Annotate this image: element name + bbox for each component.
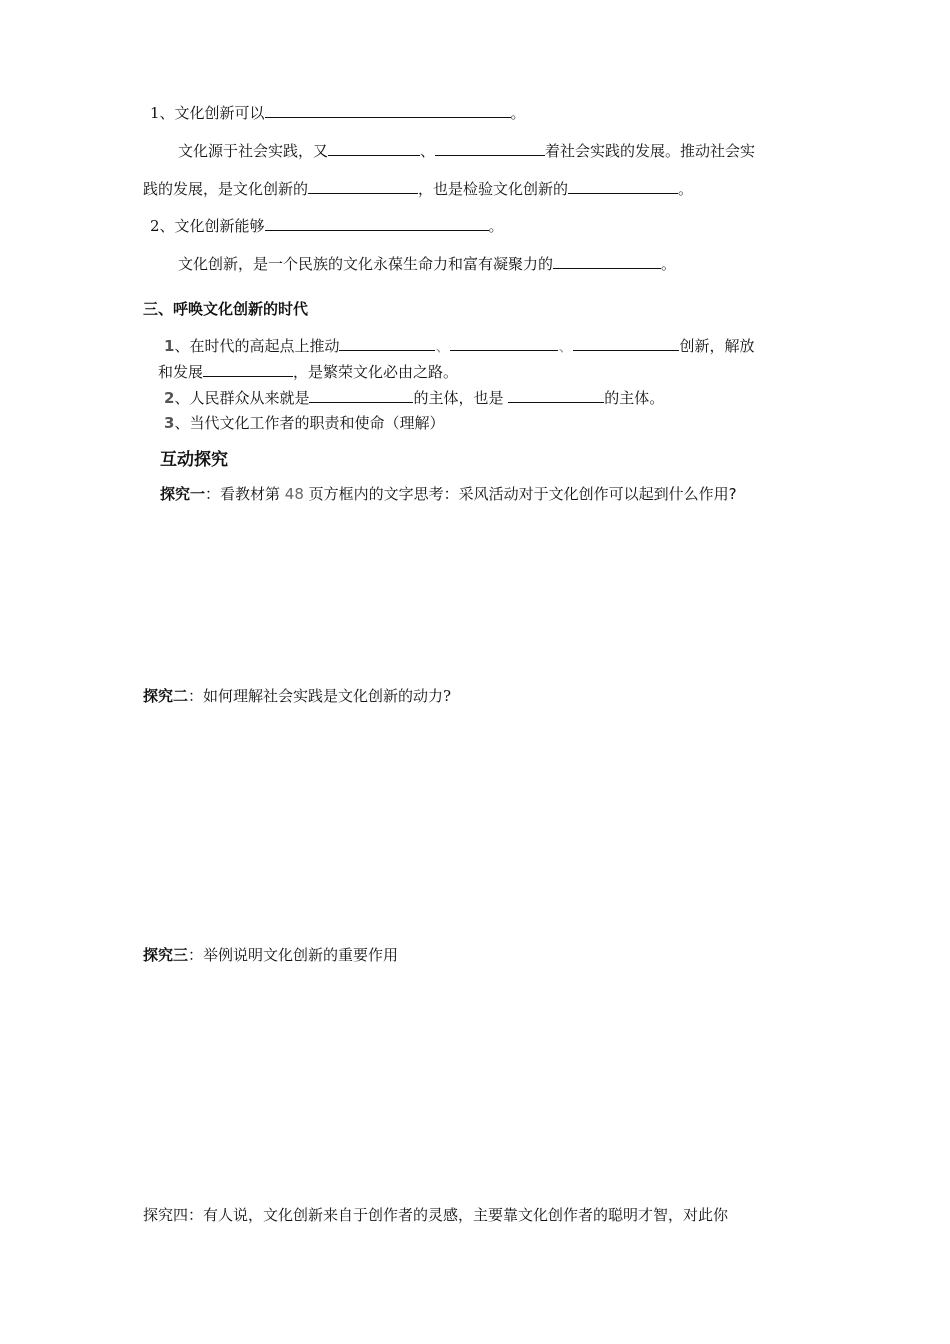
fill-blank[interactable] — [568, 177, 678, 194]
inquiry-1: 探究一：看教材第 48 页方框内的文字思考：采风活动对于文化创作可以起到什么作用? — [160, 485, 737, 503]
item-1-1-explain: 文化源于社会实践，又 、 着社会实践的发展。推动社会实 — [178, 139, 755, 162]
fill-blank[interactable] — [309, 386, 413, 403]
fill-blank[interactable] — [328, 139, 420, 156]
item-1-2: 2、文化创新能够 。 — [150, 214, 504, 237]
fill-blank[interactable] — [573, 334, 679, 351]
item-1-1-explain-cont: 践的发展，是文化创新的 ，也是检验文化创新的 。 — [143, 177, 693, 200]
fill-blank[interactable] — [450, 334, 558, 351]
inquiry-2: 探究二：如何理解社会实践是文化创新的动力? — [143, 687, 452, 705]
fill-blank[interactable] — [553, 252, 661, 269]
section-3-title: 三、呼唤文化创新的时代 — [143, 300, 309, 318]
fill-blank[interactable] — [308, 177, 418, 194]
item-3-1-cont: 和发展 ，是繁荣文化必由之路。 — [158, 360, 458, 383]
fill-blank[interactable] — [508, 386, 604, 403]
item-3-2: 2、人民群众从来就是 的主体，也是 的主体。 — [164, 386, 664, 409]
fill-blank[interactable] — [435, 139, 545, 156]
inquiry-3: 探究三：举例说明文化创新的重要作用 — [143, 946, 399, 964]
item-1-2-explain: 文化创新，是一个民族的文化永葆生命力和富有凝聚力的 。 — [178, 252, 676, 275]
inquiry-4: 探究四：有人说，文化创新来自于创作者的灵感，主要靠文化创作者的聪明才智，对此你 — [143, 1206, 729, 1224]
fill-blank[interactable] — [203, 360, 293, 377]
item-1-1: 1、文化创新可以 。 — [150, 101, 526, 124]
item-3-3: 3、当代文化工作者的职责和使命（理解） — [164, 414, 445, 432]
fill-blank[interactable] — [339, 334, 435, 351]
inquiry-heading: 互动探究 — [160, 450, 228, 470]
fill-blank[interactable] — [265, 101, 511, 118]
fill-blank[interactable] — [265, 214, 489, 231]
item-3-1: 1、在时代的高起点上推动 、 、 创新，解放 — [164, 334, 755, 357]
